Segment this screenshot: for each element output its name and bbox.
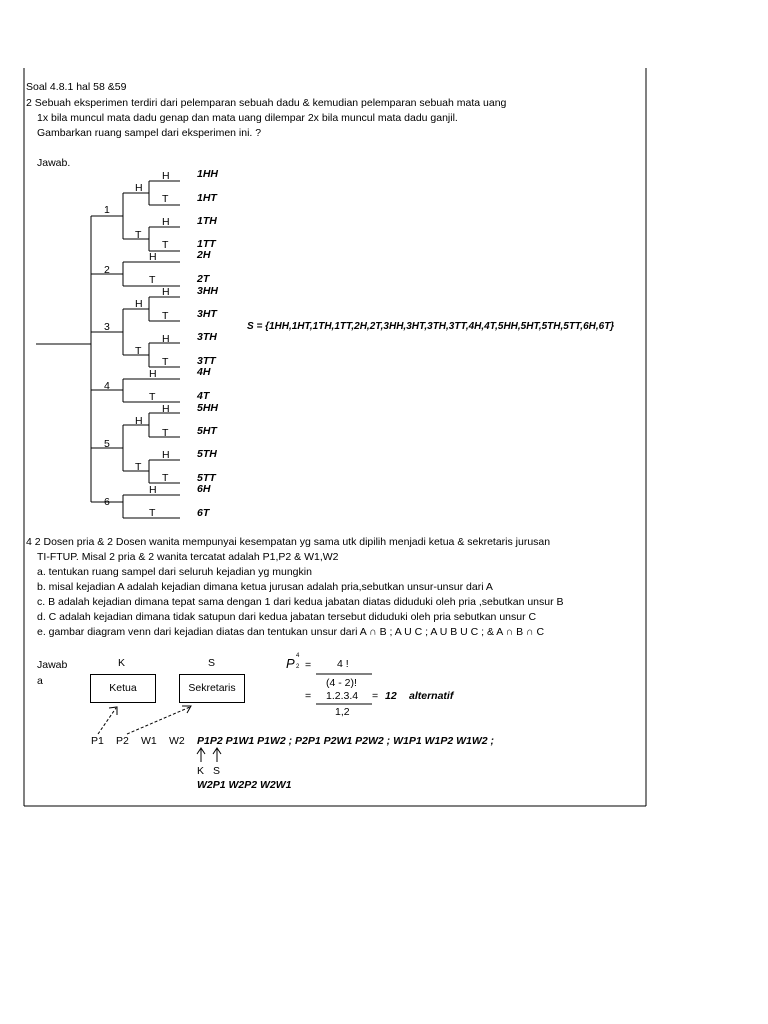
factorial-denominator: (4 - 2)! bbox=[326, 677, 357, 689]
coin-label-h: H bbox=[149, 368, 157, 380]
s-label: S bbox=[208, 657, 216, 669]
q4-answer-label: Jawab bbox=[37, 659, 68, 671]
coin-label-h: H bbox=[135, 182, 143, 194]
outcome-label: 1TH bbox=[197, 215, 217, 227]
die-label: 6 bbox=[104, 496, 110, 508]
outcome-label: 3TT bbox=[197, 355, 216, 367]
person-label: W1 bbox=[141, 735, 157, 747]
coin-label-t: T bbox=[149, 507, 156, 519]
coin-label-t: T bbox=[135, 229, 142, 241]
coin-label-h: H bbox=[149, 251, 157, 263]
outcome-label: 4H bbox=[197, 366, 211, 378]
sample-space: S = {1HH,1HT,1TH,1TT,2H,2T,3HH,3HT,3TH,3TT,4H,4T,5HH,5HT,5TH,5TT,6H,6T} bbox=[247, 321, 615, 332]
equals-sign: = bbox=[305, 659, 312, 671]
outcome-label: 3HT bbox=[197, 308, 217, 320]
outcome-label: 6T bbox=[197, 507, 210, 519]
factorial-numerator: 4 ! bbox=[337, 658, 349, 670]
result-value: 12 bbox=[385, 690, 397, 702]
outcome-label: 5HT bbox=[197, 425, 217, 437]
coin-label-t: T bbox=[162, 310, 169, 322]
coin-label-t: T bbox=[162, 356, 169, 368]
die-label: 2 bbox=[104, 264, 110, 276]
die-label: 3 bbox=[104, 321, 110, 333]
coin-label-t: T bbox=[162, 239, 169, 251]
k-label: K bbox=[118, 657, 126, 669]
coin-label-h: H bbox=[162, 333, 170, 345]
q4-item-c: c. B adalah kejadian dimana tepat sama dengan 1 dari kedua jabatan diatas diduduki oleh pria ,sebutkan unsur B bbox=[37, 596, 564, 608]
person-label: W2 bbox=[169, 735, 185, 747]
arrow-s-label: S bbox=[213, 765, 221, 777]
person-label: P1 bbox=[91, 735, 104, 747]
q2-line2: 1x bila muncul mata dadu genap dan mata uang dilempar 2x bila muncul mata dadu ganjil. bbox=[37, 112, 458, 124]
perm-sub: 2 bbox=[296, 664, 300, 670]
q4-item-e: e. gambar diagram venn dari kejadian diatas dan tentukan unsur dari A ∩ B ; A U C ; A U B U C ; & A ∩ B ∩ C bbox=[37, 626, 545, 638]
q2-answer-label: Jawab. bbox=[37, 157, 71, 169]
outcome-label: 5TT bbox=[197, 472, 216, 484]
coin-label-t: T bbox=[135, 461, 142, 473]
coin-label-t: T bbox=[149, 274, 156, 286]
q4-line1: 4 2 Dosen pria & 2 Dosen wanita mempunyai kesempatan yg sama utk dipilih menjadi ketua & sekretaris jurusan bbox=[26, 536, 551, 548]
equals-sign: = bbox=[305, 690, 312, 702]
die-label: 5 bbox=[104, 438, 110, 450]
q2-line3: Gambarkan ruang sampel dari eksperimen ini. ? bbox=[37, 127, 262, 139]
q4-line2: TI-FTUP. Misal 2 pria & 2 wanita tercatat adalah P1,P2 & W1,W2 bbox=[37, 551, 339, 563]
coin-label-h: H bbox=[162, 449, 170, 461]
result-unit: alternatif bbox=[409, 690, 454, 702]
outcome-label: 3TH bbox=[197, 331, 217, 343]
pairs-line: P1P2 P1W1 P1W2 ; P2P1 P2W1 P2W2 ; W1P1 W1P2 W1W2 ; bbox=[197, 735, 495, 747]
outcome-label: 1HH bbox=[197, 168, 219, 180]
coin-label-t: T bbox=[149, 391, 156, 403]
coin-label-h: H bbox=[162, 170, 170, 182]
outcome-label: 4T bbox=[197, 390, 210, 402]
outcome-label: 6H bbox=[197, 483, 211, 495]
outcome-label: 2T bbox=[197, 273, 210, 285]
coin-label-h: H bbox=[149, 484, 157, 496]
die-label: 1 bbox=[104, 204, 110, 216]
outcome-label: 1HT bbox=[197, 192, 217, 204]
coin-label-t: T bbox=[162, 427, 169, 439]
sekretaris-box: Sekretaris bbox=[179, 674, 245, 703]
product-numerator: 1.2.3.4 bbox=[326, 690, 359, 702]
product-denominator: 1,2 bbox=[335, 706, 350, 718]
coin-label-t: T bbox=[162, 472, 169, 484]
coin-label-t: T bbox=[162, 193, 169, 205]
outcome-label: 5HH bbox=[197, 402, 219, 414]
equals-sign: = bbox=[372, 690, 379, 702]
coin-label-t: T bbox=[135, 345, 142, 357]
q2-line1: 2 Sebuah eksperimen terdiri dari pelemparan sebuah dadu & kemudian pelemparan sebuah mata uang bbox=[26, 97, 507, 109]
person-label: P2 bbox=[116, 735, 129, 747]
perm-symbol: P bbox=[286, 656, 295, 671]
coin-label-h: H bbox=[135, 415, 143, 427]
coin-label-h: H bbox=[162, 403, 170, 415]
outcome-label: 3HH bbox=[197, 285, 219, 297]
q4-item-d: d. C adalah kejadian dimana tidak satupun dari kedua jabatan tersebut diduduki oleh pria sebutkan unsur C bbox=[37, 611, 537, 623]
outcome-label: 1TT bbox=[197, 238, 216, 250]
die-label: 4 bbox=[104, 380, 110, 392]
outcome-label: 5TH bbox=[197, 448, 217, 460]
arrow-k-label: K bbox=[197, 765, 205, 777]
ketua-box: Ketua bbox=[90, 674, 156, 703]
pairs-line: W2P1 W2P2 W2W1 bbox=[197, 779, 292, 791]
outcome-label: 2H bbox=[197, 249, 211, 261]
coin-label-h: H bbox=[135, 298, 143, 310]
coin-label-h: H bbox=[162, 286, 170, 298]
coin-label-h: H bbox=[162, 216, 170, 228]
perm-super: 4 bbox=[296, 653, 300, 659]
q4-item-b: b. misal kejadian A adalah kejadian dimana ketua jurusan adalah pria,sebutkan unsur-unsur dari A bbox=[37, 581, 493, 593]
q4-answer-part: a bbox=[37, 675, 43, 687]
header-title: Soal 4.8.1 hal 58 &59 bbox=[26, 81, 127, 93]
q4-item-a: a. tentukan ruang sampel dari seluruh kejadian yg mungkin bbox=[37, 566, 312, 578]
